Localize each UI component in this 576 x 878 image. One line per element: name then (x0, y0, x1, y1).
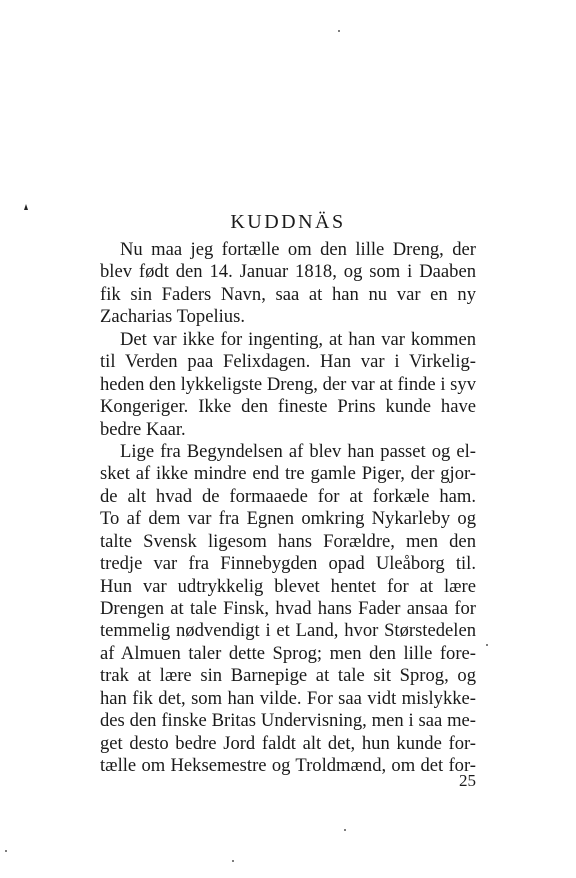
text-line: Lige fra Begyndelsen af blev han passet og el- (120, 440, 476, 462)
paper-speck (232, 860, 234, 862)
text-line: af Almuen taler dette Sprog; men den lille fore- (100, 642, 476, 664)
page-number: 25 (459, 771, 476, 790)
text-line: Hun var udtrykkelig blevet hentet for at lære (100, 575, 476, 597)
text-line: tredje var fra Finnebygden opad Uleåborg til. (100, 553, 476, 575)
body-text (100, 239, 476, 778)
text-line: han fik det, som han vilde. For saa vidt mislykke- (100, 687, 476, 709)
text-line: To af dem var fra Egnen omkring Nykarleby og (100, 508, 476, 530)
paper-speck (344, 829, 346, 831)
text-line: Kongeriger. Ikke den fineste Prins kunde have (100, 396, 476, 418)
paper-speck (486, 644, 488, 646)
margin-mark (24, 204, 28, 210)
text-line: Det var ikke for ingenting, at han var kommen (120, 328, 476, 350)
text-line: sket af ikke mindre end tre gamle Piger, der gjor- (100, 463, 476, 485)
text-line: talte Svensk ligesom hans Forældre, men den (100, 530, 476, 552)
text-line: fik sin Faders Navn, saa at han nu var en ny (100, 283, 476, 305)
text-line: blev født den 14. Januar 1818, og som i Daaben (100, 261, 476, 283)
text-line: de alt hvad de formaaede for at forkæle ham. (100, 485, 476, 507)
text-line: tælle om Heksemestre og Troldmænd, om det for- (100, 755, 476, 777)
chapter-heading: KUDDNÄS (230, 211, 346, 233)
paper-speck (338, 30, 340, 32)
text-line: heden den lykkeligste Dreng, der var at finde i syv (100, 373, 476, 395)
text-line: get desto bedre Jord faldt alt det, hun kunde for- (100, 732, 476, 754)
text-line: trak at lære sin Barnepige at tale sit Sprog, og (100, 665, 476, 687)
text-line: Zacharias Topelius. (100, 306, 245, 328)
text-line: Nu maa jeg fortælle om den lille Dreng, der (120, 239, 476, 260)
text-line: des den finske Britas Undervisning, men i saa me- (100, 710, 476, 732)
paper-speck (5, 850, 7, 852)
text-line: bedre Kaar. (100, 418, 186, 440)
text-line: til Verden paa Felixdagen. Han var i Virkelig- (100, 351, 476, 373)
text-line: temmelig nødvendigt i et Land, hvor Størstedelen (100, 620, 476, 642)
text-line: Drengen at tale Finsk, hvad hans Fader ansaa for (100, 598, 476, 619)
